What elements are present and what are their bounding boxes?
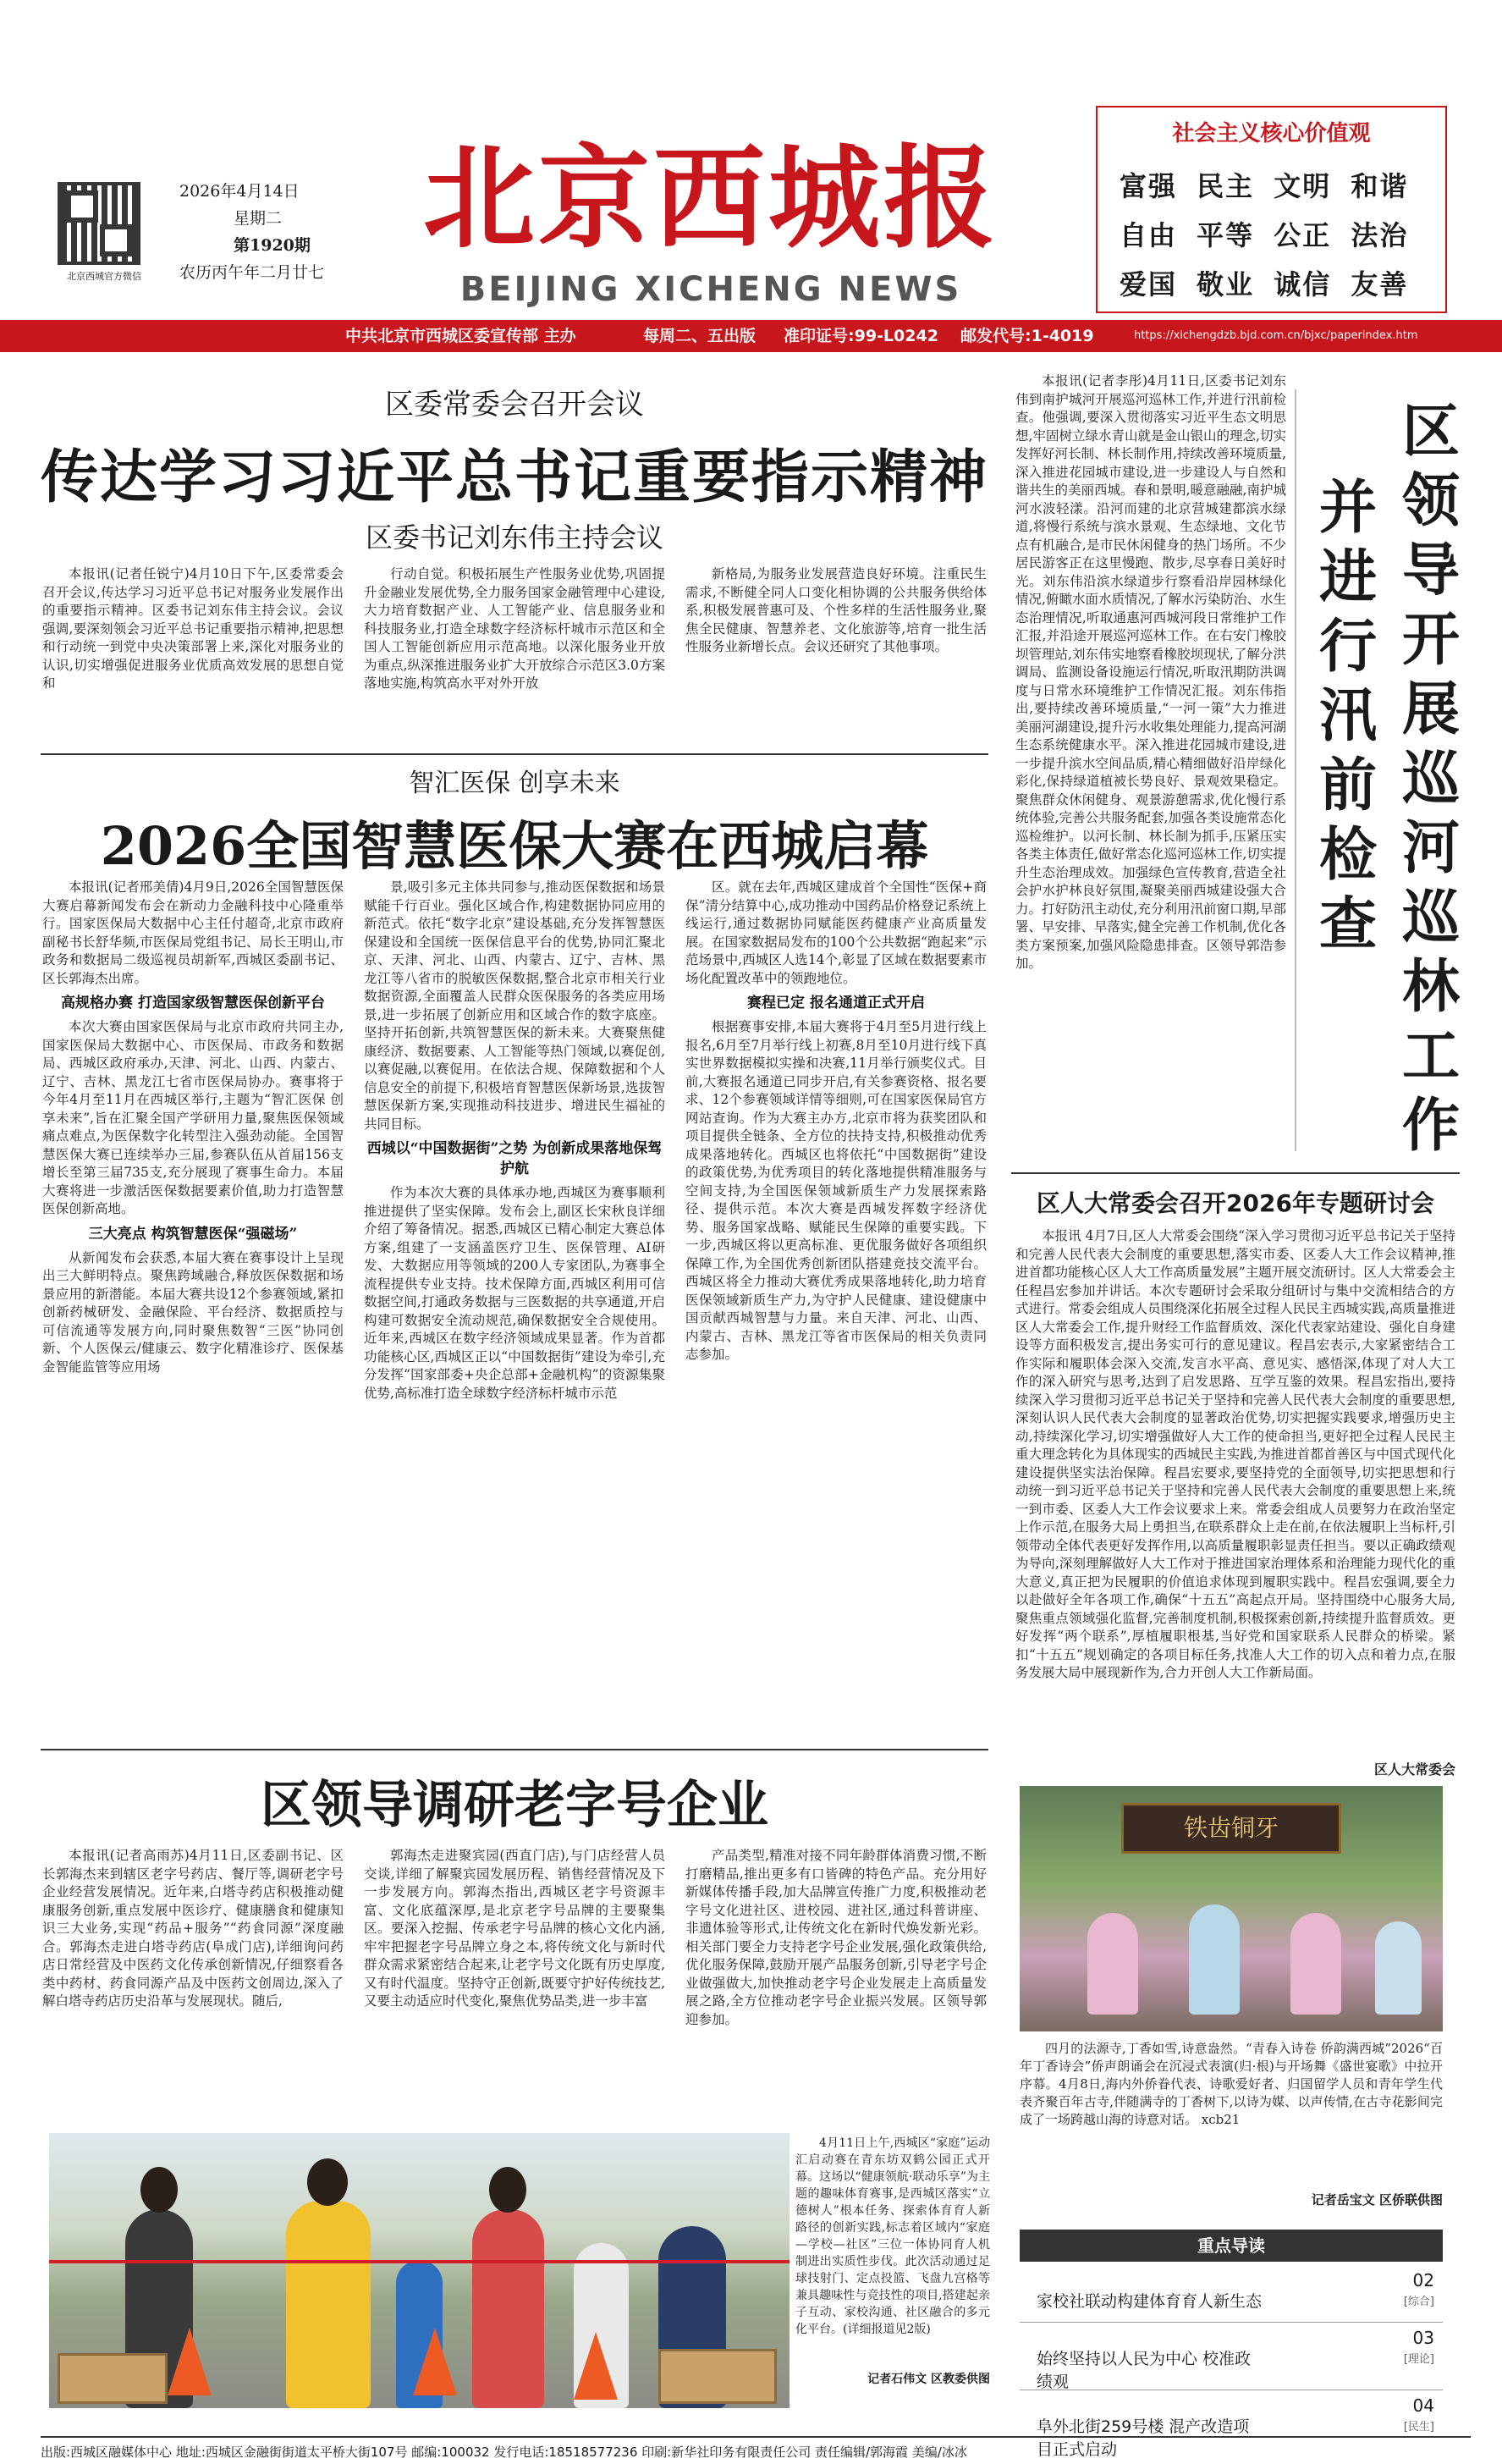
divider bbox=[1295, 389, 1296, 1151]
a1-col2 bbox=[364, 565, 665, 747]
guide-section-tag: [理论] bbox=[1403, 2353, 1434, 2366]
qr-caption: 北京西城官方微信 bbox=[67, 271, 141, 282]
a3-col2 bbox=[364, 1847, 665, 2118]
publisher-bar bbox=[0, 320, 1502, 352]
lunar-date: 农历丙午年二月廿七 bbox=[179, 263, 325, 282]
guide-item-title: 家校社联动构建体育育人新生态 bbox=[1037, 2292, 1263, 2311]
a2-col2 bbox=[364, 879, 665, 1742]
a2-col2-tail: 作为本次大赛的具体承办地,西城区为赛事顺利推进提供了坚实保障。发布会上,副区长宋秋良详细介绍了筹备情况。据悉,西城区已精心制定大赛总体方案,组建了一支涵盖医疗卫生、医保管理、AI研发、大数据应用等领域的200人专家团队,为赛事全流程提供专业支持。技术保障方面,西城区利用可信数据空间,打通政务数据与三医数据的共享通道,开启构建可数据安全流动规范,确保数据安全合规使用。近年来,西城区在数字经济领域成果显著。作为首都功能核心区,西城区正以“中国数据街”建设为牵引,充分发挥“国家部委+央企总部+金融机构”的资源集聚优势,高标准打造全球数字经济标杆城市示范 bbox=[364, 1185, 665, 1401]
a1-col3-text: 新格局,为服务业发展营造良好环境。注重民生需求,不断健全同人口变化相协调的公共服务供给体系,积极发展普惠可及、个性多样的生活性服务业,聚焦全民健康、智慧养老、文化旅游等,培育一批生活性服务业新增长点。会议还研究了其他事项。 bbox=[685, 566, 987, 654]
a1-subhead: 区委书记刘东伟主持会议 bbox=[365, 521, 663, 554]
a5-byline: 区人大常委会 bbox=[1373, 1761, 1455, 1778]
guide-item-title: 阜外北街259号楼 混产改造项目正式启动 bbox=[1037, 2417, 1250, 2459]
issue-date: 2026年4月14日 bbox=[179, 182, 300, 201]
a5-headline: 区人大常委会召开2026年专题研讨会 bbox=[1037, 1189, 1434, 1217]
a1-kicker: 区委常委会召开会议 bbox=[385, 388, 644, 422]
photo-dancer bbox=[1189, 1905, 1240, 2015]
paper-title: 北京西城报 bbox=[423, 133, 999, 264]
photo-dancer bbox=[1290, 1913, 1341, 2015]
photo-head bbox=[140, 2167, 178, 2213]
guide-title: 重点导读 bbox=[1020, 2230, 1443, 2262]
values-row-2: 自由 平等 公正 法治 bbox=[1120, 219, 1409, 251]
temple-sign-text: 铁齿铜牙 bbox=[1183, 1814, 1279, 1842]
divider bbox=[1011, 1172, 1460, 1174]
photo2-caption-text: 四月的法源寺,丁香如雪,诗意盎然。“青春入诗卷 侨韵满西城”2026“百年丁香诗会”侨声朗诵会在沉浸式表演(归·根)与开场舞《盛世宴歌》中拉开序幕。4月8日,海内外侨眷代表、诗歌爱好者、归国留学人员和青年学生代表齐聚百年古寺,伴随满寺的丁香树下,以诗为媒、以声传情,在古寺花影间完成了一场跨越山海的诗意对话。 xcb21 bbox=[1020, 2041, 1443, 2127]
a3-col3-text: 产品类型,精准对接不同年龄群体消费习惯,不断打磨精品,推出更多有口皆碑的特色产品。充分用好新媒体传播手段,加大品牌宣传推广力度,积极推动老字号文化进社区、进校园、进社区,通过科普讲座、非遗体验等形式,让传统文化在新时代焕发新光彩。相关部门要全力支持老字号企业发展,强化政策供给,优化服务保障,鼓励开展产品服务创新,引导老字号企业做强做大,加快推动老字号企业发展走上高质量发展之路,全方位推动老字号企业振兴发展。区领导郭迎参加。 bbox=[685, 1848, 987, 2027]
a2-kicker: 智汇医保 创享未来 bbox=[409, 769, 620, 798]
a2-subhead-3: 西城以“中国数据街”之势 为创新成果落地保驾护航 bbox=[366, 1140, 663, 1177]
a1-col2-text: 行动自觉。积极拓展生产性服务业优势,巩固提升金融业发展优势,全力服务国家金融管理中心建设,大力培育数据产业、人工智能产业、信息服务业和科技服务业,打造全球数字经济标杆城市示范区和全国人工智能创新应用示范高地。以深化服务业开放为重点,纵深推进服务业扩大开放综合示范区3.0方案落地实施,构筑高水平对外开放 bbox=[364, 566, 665, 691]
a5-body-text: 本报讯 4月7日,区人大常委会围绕“深入学习贯彻习近平总书记关于坚持和完善人民代表大会制度的重要思想,落实市委、区委人大工作会议精神,推进首都功能核心区人大工作高质量发展”主题开展交流研讨。区人大常委会主任程昌宏参加并讲话。本次专题研讨会采取分组研讨与集中交流相结合的方式进行。常委会组成人员围绕深化拓展全过程人民民主西城实践,高质量推进区人大常委会工作,提升财经工作监督质效、深化代表家站建设、强化自身建设等方面积极发言,提出务实可行的意见建议。程昌宏表示,大家紧密结合工作实际和履职体会深入交流,发言水平高、意见实、感悟深,体现了对人大工作的深入研究与思考,达到了启发思路、互学互鉴的效果。程昌宏指出,要持续深入学习贯彻习近平总书记关于坚持和完善人民代表大会制度的重要思想,深刻认识人民代表大会制度的显著政治优势,切实把握实践要求,增强历史主动,持续深化学习,切实增强做好人大工作的使命担当,更好把全过程人民民主重大理念转化为具体现实的西城民主实践,为推进首都首善区与中国式现代化建设提供坚实法治保障。程昌宏要求,要坚持党的全面领导,切实把思想和行动统一到习近平总书记关于坚持和完善人民代表大会制度的重要思想上来,统一到市委、区委人大工作会议要求上来。常委会组成人员要努力在政治坚定上作示范,在服务大局上勇担当,在联系群众上走在前,在依法履职上当标杆,引领带动全体代表更好发挥作用,以高质量履职彰显责任担当。要以正确政绩观为导向,深刻理解做好人大工作对于推进国家治理体系和治理能力现代化的重大意义,真正把为民履职的价值追求体现到履职实践中。程昌宏强调,要全力以赴做好全年各项工作,确保“十五五”高起点开局。坚持围绕中心服务大局,聚焦重点领域强化监督,完善制度机制,积极探索创新,持续提升监督质效。更好发挥“两个联系”,厚植履职根基,当好党和国家联系人民群众的桥梁。紧扣“十五五”规划确定的各项目标任务,找准人大工作的切入点和着力点,在服务发展大局中展现新作为,合力开创人大工作新局面。 bbox=[1015, 1228, 1455, 1680]
photo-head bbox=[489, 2167, 526, 2213]
a4-body bbox=[1015, 372, 1286, 1160]
footer-imprint: 出版:西城区融媒体中心 地址:西城区金融街街道太平桥大街107号 邮编:100032 发行电话:18518577236 印刷:新华社印务有限责任公司 责任编辑/郭海霞 美编/冰冰 bbox=[41, 2436, 1471, 2461]
photo-person bbox=[286, 2201, 371, 2408]
a2-col1-tail: 从新闻发布会获悉,本届大赛在赛事设计上呈现出三大鲜明特点。聚焦跨域融合,释放医保数据和场景应用的新潜能。本届大赛共设12个参赛领域,紧扣创新药械研发、金融保险、平台经济、数据质控与可信流通等发展方向,同时聚焦数智“三医”协同创新、个人医保云/健康云、数字化精准诊疗、医保基金智能监管等应用场 bbox=[42, 1249, 344, 1375]
a1-col1 bbox=[42, 565, 344, 747]
traffic-cone bbox=[413, 2328, 457, 2395]
a2-col1-body: 本次大赛由国家医保局与北京市政府共同主办,国家医保局大数据中心、市医保局、市政务和数据局、西城区政府承办,天津、河北、山西、内蒙古、辽宁、吉林、黑龙江七省市医保局协办。赛事将于今年4月至11月在西城区举行,主题为“智汇医保 创享未来”,旨在汇聚全国产学研用力量,聚焦医保领域痛点难点,为医保数字化转型注入强劲动能。全国智慧医保大赛已连续举办三届,参赛队伍从首届156支增长至第三届735支,充分展现了赛事生命力。本届大赛将进一步激活医保数据要素价值,助力打造智慧医保创新高地。 bbox=[42, 1019, 344, 1216]
a4-headline-source bbox=[0, 0, 1, 1]
family-sports-photo bbox=[49, 2133, 790, 2408]
sponsor: 中共北京市西城区委宣传部 主办 bbox=[345, 327, 576, 345]
a4-headline-col-1: 区领导开展巡河巡林工作 bbox=[1401, 399, 1460, 1160]
values-row-3: 爱国 敬业 诚信 友善 bbox=[1120, 268, 1409, 300]
paper-subtitle: BEIJING XICHENG NEWS bbox=[459, 270, 962, 309]
a3-col3 bbox=[685, 1847, 987, 2118]
cornhole-board bbox=[658, 2349, 777, 2404]
a2-col1 bbox=[42, 879, 344, 1742]
guide-item[interactable] bbox=[1020, 2328, 1443, 2390]
a1-col1-text: 本报讯(记者任锐宁)4月10日下午,区委常委会召开会议,传达学习习近平总书记对服务业发展作出的重要指示精神。区委书记刘东伟主持会议。会议强调,要深刻领会习近平总书记重要指示精神,把思想和行动统一到党中央决策部署上来,深化对服务业的认识,切实增强促进服务业优质高效发展的思想自觉和 bbox=[42, 566, 344, 691]
photo1-caption bbox=[795, 2135, 990, 2363]
a2-subhead-4: 赛程已定 报名通道正式开启 bbox=[747, 995, 925, 1012]
a2-col3-tail: 根据赛事安排,本届大赛将于4月至5月进行线上报名,6月至7月举行线上初赛,8月至10月进行线下真实世界数据模拟实操和决赛,11月举行颁奖仪式。目前,大赛报名通道已同步开启,有关参赛资格、报名要求、12个参赛领域详情等细则,可在国家医保局官方网站查询。作为大赛主办方,北京市将为获奖团队和项目提供全链条、全方位的扶持支持,积极推动优秀成果落地转化。西城区也将依托“中国数据街”建设的政策优势,为优秀项目的转化落地提供精准服务与空间支持,为全国医保领域新质生产力发展探索路径、提供示范。本次大赛是西城发挥数字经济优势、服务国家战略、赋能民生保障的重要实践。下一步,西城区将以更高标准、更优服务做好各项组织保障工作,为全国优秀创新团队搭建竞技交流平台。西城区将全力推动大赛优秀成果落地转化,助力培育医保领域新质生产力,为守护人民健康、建设健康中国贡献西城智慧与力量。来自天津、河北、山西、内蒙古、吉林、黑龙江等省市医保局的相关负责同志参加。 bbox=[685, 1019, 987, 1362]
a2-col2-body: 景,吸引多元主体共同参与,推动医保数据和场景赋能千行百业。强化区域合作,构建数据协同应用的新范式。依托“数字北京”建设基础,充分发挥智慧医保建设和全国统一医保信息平台的优势,协同汇聚北京、天津、河北、山西、内蒙古、辽宁、吉林、黑龙江等八省市的脱敏医保数据,整合北京市相关行业数据资源,全面覆盖人民群众医保服务的各类应用场景,进一步拓展了创新应用和区域合作的数字底座。坚持开拓创新,共筑智慧医保的新未来。大赛聚焦健康经济、数据要素、人工智能等热门领域,以赛促创,以赛促融,以赛促用。在依法合规、保障数据和个人信息安全的前提下,积极培育智慧医保新场景,选拔智慧医保新方案,实现推动科技进步、增进民生福祉的共同目标。 bbox=[364, 879, 665, 1132]
photo-dancer bbox=[1087, 1913, 1138, 2015]
issue-meta bbox=[179, 178, 324, 286]
traffic-cone bbox=[574, 2332, 618, 2400]
wechat-qr-code[interactable] bbox=[58, 182, 140, 265]
issue-number: 第1920期 bbox=[234, 236, 311, 255]
key-reading-box bbox=[1020, 2230, 1443, 2459]
guide-item[interactable] bbox=[1020, 2270, 1443, 2323]
a2-col3 bbox=[685, 879, 987, 1742]
a3-col1 bbox=[42, 1847, 344, 2118]
schedule: 每周二、五出版 bbox=[643, 327, 757, 345]
issue-weekday: 星期二 bbox=[234, 209, 283, 228]
a2-col3-body: 区。就在去年,西城区建成首个全国性“医保+商保”清分结算中心,成功推动中国药品价格登记系统上线运行,通过数据协同赋能医药健康产业高质量发展。在国家数据局发布的100个公共数据“跑起来”示范场景中,西城区人选14个,彰显了区域在数据要素市场化配置改革中的领跑地位。 bbox=[685, 879, 987, 986]
a5-body bbox=[1015, 1227, 1455, 1752]
guide-page-number: 03 bbox=[1412, 2328, 1434, 2348]
photo-dancer bbox=[1375, 1921, 1422, 2015]
photo2-caption bbox=[1020, 2040, 1443, 2184]
guide-item-title: 始终坚持以人民为中心 校准政绩观 bbox=[1037, 2350, 1252, 2391]
guide-page-number: 04 bbox=[1412, 2395, 1434, 2416]
divider bbox=[41, 753, 988, 755]
photo1-caption-text: 4月11日上午,西城区“家庭”运动汇启动赛在青东坊双鹤公园正式开幕。这场以“健康领航·联动乐享”为主题的趣味体育赛事,是西城区落实“立德树人”根本任务、探索体育育人新路径的创新实践,标志着区域内“家庭—学校—社区”三位一体协同育人机制进出实质性步伐。此次活动通过足球技射门、定点投篮、飞盘九宫格等兼具趣味性与竞技性的项目,搭建起亲子互动、家校沟通、社区融合的多元化平台。(详细报道见2版) bbox=[795, 2136, 990, 2336]
values-row-1: 富强 民主 文明 和谐 bbox=[1120, 170, 1409, 202]
paper-url[interactable]: https://xichengdzb.bjd.com.cn/bjxc/paperindex.htm bbox=[1134, 329, 1418, 342]
core-values-box bbox=[1096, 106, 1447, 313]
values-title: 社会主义核心价值观 bbox=[1172, 121, 1371, 146]
a2-col1-lead: 本报讯(记者邢美倩)4月9日,2026全国智慧医保大赛启幕新闻发布会在新动力金融科技中心隆重举行。国家医保局大数据中心主任付超奇,北京市政府副秘书长舒华频,市医保局党组书记、局长王明山,市政务和数据局二级巡视员胡新军,西城区委副书记、区长郭海杰出席。 bbox=[42, 879, 344, 986]
photo2-credit: 记者岳宝文 区侨联供图 bbox=[1311, 2192, 1443, 2208]
traffic-cone bbox=[168, 2328, 212, 2395]
a1-col3 bbox=[685, 565, 987, 747]
poetry-festival-photo bbox=[1020, 1786, 1443, 2031]
cornhole-board bbox=[58, 2353, 168, 2404]
a3-col2-text: 郭海杰走进聚宾园(西直门店),与门店经营人员交谈,详细了解聚宾园发展历程、销售经营情况及下一步发展方向。郭海杰指出,西城区老字号资源丰富、文化底蕴深厚,是北京老字号品牌的主要聚集区。要深入挖掘、传承老字号品牌的核心文化内涵,牢牢把握老字号品牌立身之本,将传统文化与新时代群众需求紧密结合起来,让老字号文化既有历史厚度,又有时代温度。坚持守正创新,既要守护好传统技艺,又要主动适应时代变化,聚焦优势品类,进一步丰富 bbox=[364, 1848, 665, 2009]
a3-col1-text: 本报讯(记者高雨苏)4月11日,区委副书记、区长郭海杰来到辖区老字号药店、餐厅等,调研老字号企业经营发展情况。近年来,白塔寺药店积极推动健康服务创新,重点发展中医诊疗、健康膳食和健康知识三大业务,实现“药品+服务”“药食同源”深度融合。郭海杰走进白塔寺药店(阜成门店),详细询问药店日常经营及中医药文化传承创新情况,仔细察看各类中药材、药食同源产品及中医药文创周边,深入了解白塔寺药店历史沿革与发展现状。随后, bbox=[42, 1848, 344, 2009]
permit-number: 准印证号:99-L0242 bbox=[784, 327, 938, 345]
a2-subhead-2: 三大亮点 构筑智慧医保“强磁场” bbox=[88, 1225, 298, 1243]
photo-head bbox=[307, 2158, 348, 2206]
divider bbox=[41, 1749, 988, 1750]
a3-headline: 区领导调研老字号企业 bbox=[261, 1776, 768, 1835]
postal-code: 邮发代号:1-4019 bbox=[960, 327, 1094, 345]
a2-subhead-1: 高规格办赛 打造国家级智慧医保创新平台 bbox=[61, 995, 325, 1012]
a4-body-text: 本报讯(记者李彤)4月11日,区委书记刘东伟到南护城河开展巡河巡林工作,并进行汛前检查。他强调,要深入贯彻落实习近平生态文明思想,牢固树立绿水青山就是金山银山的理念,切实发挥好河长制、林长制作用,持续改善环境质量,深入推进花园城市建设,进一步建设人与自然和谐共生的美丽西城。春和景明,暖意融融,南护城河水波轻漾。沿河而建的北京营城建都滨水绿道,将慢行系统与滨水景观、生态绿地、文化节点有机融合,是市民休闲健身的热门场所。不少居民游客正在这里慢跑、散步,尽享春日美好时光。刘东伟沿滨水绿道步行察看沿岸园林绿化情况,俯瞰水面水质情况,了解水污染防治、水生态治理情况,听取通惠河西城河段日常维护工作汇报,并沿途开展巡河巡林工作。在右安门橡胶坝管理站,刘东伟实地察看橡胶坝现状,了解分洪调局、监测设备设施运行情况,听取汛期防洪调度与日常水环境维护工作情况汇报。刘东伟指出,要持续改善环境质量,“一河一策”大力推进美丽河湖建设,提升污水收集处理能力,提高河湖生态系统健康水平。深入推进花园城市建设,进一步提升滨水空间品质,精心精细做好沿岸绿化彩化,保持绿道植被长势良好、景观效果稳定。聚焦群众休闲健身、观景游憩需求,优化慢行系统体验,完善公共服务配套,加强各类设施常态化巡检维护。以河长制、林长制为抓手,压紧压实各类主体责任,做好常态化巡河巡林工作,切实提升生态治理成效。加强绿色宣传教育,营造全社会护水护林良好氛围,凝聚美丽西城建设强大合力。打好防汛主动仗,充分利用汛前窗口期,早部署、早安排、早落实,健全完善工作机制,优化各类方案预案,加强风险隐患排查。区领导郭浩参加。 bbox=[1015, 373, 1286, 971]
a1-headline: 传达学习习近平总书记重要指示精神 bbox=[41, 444, 989, 511]
guide-section-tag: [综合] bbox=[1403, 2296, 1434, 2308]
photo-person bbox=[472, 2209, 544, 2408]
photo1-credit: 记者石伟文 区教委供图 bbox=[867, 2373, 990, 2386]
guide-section-tag: [民生] bbox=[1403, 2421, 1434, 2434]
a2-headline: 2026全国智慧医保大赛在西城启幕 bbox=[100, 815, 929, 877]
a4-headline-vertical bbox=[1313, 398, 1466, 1160]
guide-page-number: 02 bbox=[1412, 2270, 1434, 2290]
a4-headline-col-2: 并进行汛前检查 bbox=[1318, 475, 1377, 958]
finish-ribbon bbox=[49, 2260, 790, 2263]
masthead bbox=[355, 127, 1066, 308]
